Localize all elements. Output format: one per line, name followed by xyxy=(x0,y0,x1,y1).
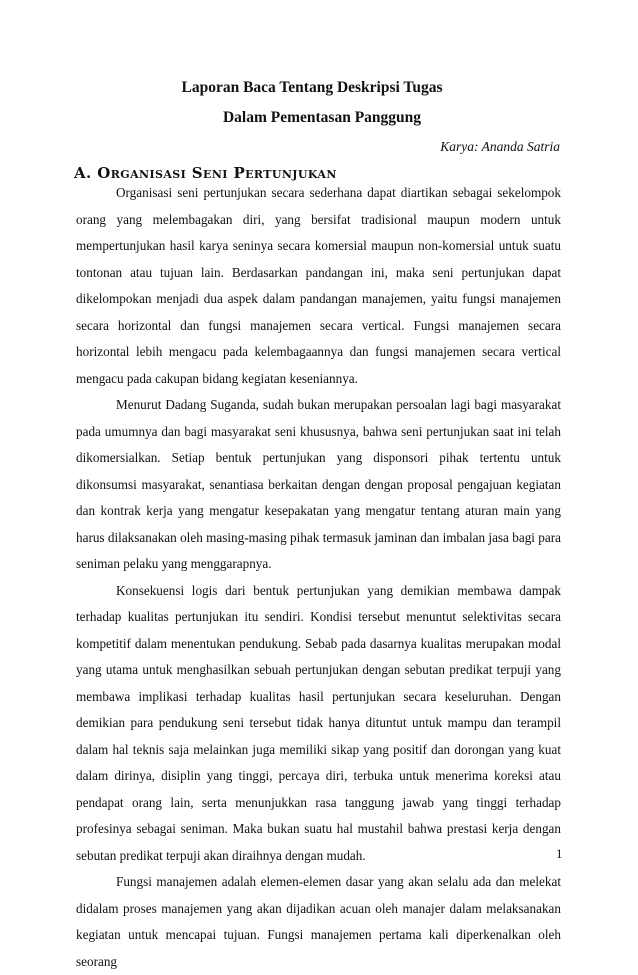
section-heading: A. Organisasi Seni Pertunjukan xyxy=(74,164,337,182)
document-title-line-2: Dalam Pementasan Panggung xyxy=(222,109,422,126)
document-title-line-1: Laporan Baca Tentang Deskripsi Tugas xyxy=(181,79,443,96)
body-paragraph: Menurut Dadang Suganda, sudah bukan merupakan persoalan lagi bagi masyarakat pada umumnya dan bagi masyarakat seni khususnya, bahwa seni pertunjukan saat ini telah dikomersialkan. Setiap bentuk pertunjukan yang disponsori pihak tertentu untuk dikonsumsi masyarakat, senantiasa berkaitan dengan dengan proposal pengajuan kegiatan dan kontrak kerja yang mengatur kesepakatan yang mengatur tentang aturan main yang harus dilaksanakan oleh masing-masing pihak termasuk jaminan dan imbalan jasa bagi para seniman pelaku yang menggarapnya. xyxy=(76,397,561,571)
body-paragraph: Fungsi manajemen adalah elemen-elemen dasar yang akan selalu ada dan melekat didalam proses manajemen yang akan dijadikan acuan oleh manajer dalam melaksanakan kegiatan untuk mencapai tujuan. Fungsi manajemen pertama kali diperkenalkan oleh seorang xyxy=(76,874,561,969)
body-paragraph: Konsekuensi logis dari bentuk pertunjukan yang demikian membawa dampak terhadap kualitas pertunjukan itu sendiri. Kondisi tersebut menuntut selektivitas secara kompetitif dalam menentukan pendukung. Sebab pada dasarnya kualitas merupakan modal yang utama untuk menghasilkan sebuah pertunjukan dengan sebutan predikat terpuji yang membawa implikasi terhadap kualitas hasil pertunjukan secara keseluruhan. Dengan demikian para pendukung seni tersebut tidak hanya dituntut untuk mampu dan terampil dalam hal teknis saja melainkan juga memiliki sikap yang positif dan dorongan yang kuat dalam dirinya, disiplin yang tinggi, percaya diri, terbuka untuk menerima koreksi atau pendapat orang lain, serta menunjukkan rasa tanggung jawab yang tinggi terhadap profesinya sebagai seniman. Maka bukan suatu hal mustahil bahwa prestasi kerja dengan sebutan predikat terpuji akan diraihnya dengan mudah. xyxy=(76,582,561,863)
page-number: 1 xyxy=(556,846,563,861)
author-credit: Karya: Ananda Satria xyxy=(440,139,560,154)
body-paragraph: Organisasi seni pertunjukan secara sederhana dapat diartikan sebagai sekelompok orang yang melembagakan diri, yang bersifat tradisional maupun modern untuk mempertunjukan hasil karya seninya secara komersial maupun non-komersial untuk suatu tontonan atau tujuan lain. Berdasarkan pandangan ini, maka seni pertunjukan dapat dikelompokan menjadi dua aspek dalam pandangan manajemen, yaitu fungsi manajemen secara horizontal dan fungsi manajemen secara vertical. Fungsi manajemen secara horizontal lebih mengacu pada kelembagaannya dan fungsi manajemen secara vertical mengacu pada cakupan bidang kegiatan keseniannya. xyxy=(76,185,561,386)
document-body xyxy=(76,180,561,975)
